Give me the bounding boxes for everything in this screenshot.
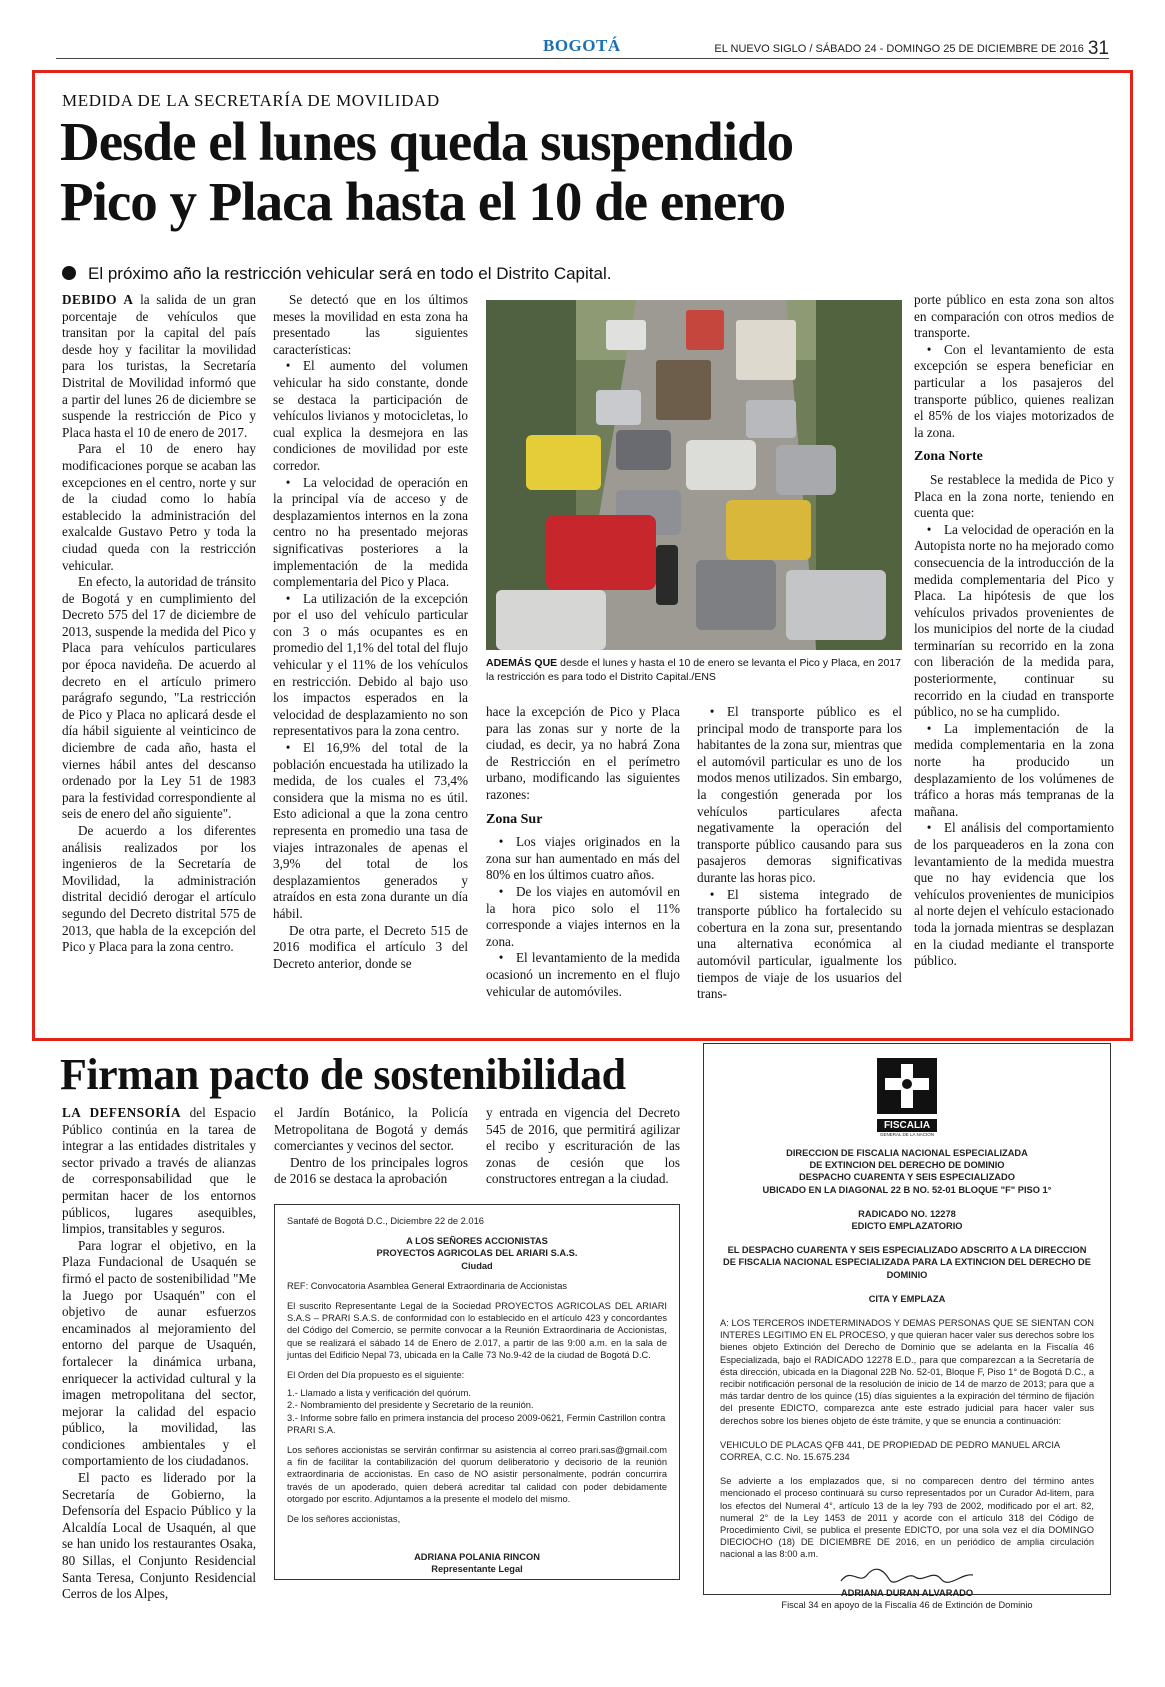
notice-agenda-intro: El Orden del Día propuesto es el siguiente: — [287, 1370, 465, 1381]
article-column-3 — [486, 704, 680, 1000]
paragraph — [62, 292, 256, 441]
section-name: BOGOTÁ — [543, 36, 621, 55]
notice-agenda-item: 3.- Informe sobre fallo en primera instancia del proceso 2009-0621, Fermin Castrillon contra PRARI S.A. — [287, 1412, 666, 1435]
paper-date-line — [714, 38, 1109, 60]
headline-line-2: Pico y Placa hasta el 10 de enero — [60, 171, 786, 232]
paragraph-text: la salida de un gran porcentaje de vehículos que transitan por la capital del país desde hoy y facilitar la movilidad para los turistas, la Secretaría Distrital de Movilidad informó que a partir del lunes 26 de diciembre se suspende la restricción de Pico y Placa hasta el 10 de enero de 2017. — [62, 292, 256, 440]
bullet-item: • Con el levantamiento de esta excepción se espera beneficiar en particular a los pasajeros del transporte público, quienes realizan el 85% de los viajes motorizados de la zona. — [914, 342, 1114, 442]
bullet-item: • El aumento del volumen vehicular ha sido constante, donde se destaca la participación de vehículos livianos y motocicletas, lo cual explica la desmejora en las condiciones de movilidad por este corredor. — [273, 358, 468, 474]
notice-ariari — [274, 1204, 680, 1580]
notice-body-1: El suscrito Representante Legal de la Sociedad PROYECTOS AGRICOLAS DEL ARIARI S.A.S – PRARI S.A.S. de conformidad con lo establecido en el artículo 423 y concordantes del Código del Comercio, se permite convocar a la Reunión Extraordinaria de Accionistas, que se realizará el sábado 14 de Enero de 2.017, a partir de las 9:00 a.m. en la sala de juntas del Edificio Nepal 73, ubicada en la Calle 73 No.9-42 de la ciudad de Bogotá D.C. — [287, 1301, 667, 1360]
paragraph: El pacto es liderado por la Secretaría de Gobierno, la Defensoría del Espacio Público y la Alcaldía Local de Usaquén, al que se han unido los restaurantes Osaka, 80 Sillas, el Conjunto Residencial Santa Teresa, Conjunto Residencial Cerros de los Alpes, — [62, 1470, 256, 1602]
traffic-photo-illustration — [486, 300, 902, 650]
notice-body-1: A: LOS TERCEROS INDETERMINADOS Y DEMAS PERSONAS QUE SE SIENTAN CON INTERES LEGITIMO EN EL PROCESO, y que quieran hacer valer sus derechos sobre los bienes objeto Extinción del Derecho de Dominio que se adelanta en la Fiscalía 46 Especializada, bajo el RADICADO 12278 E.D., para que comparezcan a la Secretaría de ésta dirección, ubicada en la Diagonal 22B No. 52-01, Bloque F, Piso 1° de Bogotá D.C., a recibir notificación personal de la resolución de inicio de 14 de marzo de 2013; para que a más tardar dentro de los quince (15) días siguientes a la expiración del término de fijación del presente EDICTO, comparezca ante este estrado judicial para hacer valer sus derechos sobre los bienes objeto de éste trámite, y que se enuncia a continuación: — [720, 1318, 1094, 1426]
notice-fiscalia — [703, 1043, 1111, 1610]
bullet-item: • El transporte público es el principal modo de transporte para los habitantes de la zona sur, mientras que el automóvil particular es uno de los modos menos utilizados. Sin embargo, la congestión generada por los vehículos particulares afecta negativamente la operación del transporte público causando para sus pasajeros demoras significativas durante las horas pico. — [697, 704, 902, 887]
fiscalia-logo-subtext: GENERAL DE LA NACION — [879, 1132, 935, 1137]
bullet-item: • La velocidad de operación en la Autopista norte no ha mejorado como consecuencia de la introducción de la medida complementaria del Pico y Placa. La hipótesis de que los vehículos privados provenientes de los municipios del norte de la ciudad terminarían su recorrido en la zona con liberación de la medida para, posteriormente, continuar su recorrido en la ciudad en transporte público, no se ha cumplido. — [914, 522, 1114, 721]
notice-despacho: EL DESPACHO CUARENTA Y SEIS ESPECIALIZADO ADSCRITO A LA DIRECCION DE FISCALIA NACIONAL ESPECIALIZADA PARA LA EXTINCION DEL DERECHO DE DOMINIO — [723, 1245, 1091, 1280]
traffic-photo — [486, 300, 902, 650]
lead-in: LA DEFENSORÍA — [62, 1105, 182, 1120]
paragraph: y entrada en vigencia del Decreto 545 de 2016, que permitirá agilizar el recibo y escrituración de las zonas de cesión que los constructores entregan a la ciudad. — [486, 1105, 680, 1187]
article-column-2 — [273, 292, 468, 972]
notice-ref: REF: Convocatoria Asamblea General Extraordinaria de Accionistas — [287, 1280, 568, 1291]
notice-company: PROYECTOS AGRICOLAS DEL ARIARI S.A.S. — [376, 1248, 578, 1259]
notice-city: Ciudad — [461, 1260, 493, 1271]
notice-body-2: Se advierte a los emplazados que, si no comparecen dentro del término antes mencionado el proceso continuará su curso representados por un Curador Ad-litem, para los efectos del Numeral 4°, artículo 13 de la ley 793 de 2002, modificado por el art. 82, numeral 2° de la Ley 1453 de 2011 y acorde con el artículo 318 del Código de Procedimiento Civil, se publica el presente EDICTO, por una sola vez el día DOMINGO DIECIOCHO (18) DE DICIEMBRE DE 2016, en un periódico de amplia circulación nacional a las 8:00 a.m. — [720, 1476, 1094, 1560]
notice-date: Santafé de Bogotá D.C., Diciembre 22 de 2.016 — [287, 1216, 484, 1226]
paragraph: Se restablece la medida de Pico y Placa en la zona norte, teniendo en cuenta que: — [914, 471, 1114, 521]
paragraph: Para el 10 de enero hay modificaciones porque se acaban las excepciones en el centro, norte y sur de la ciudad como lo había establecido la administración del exalcalde Gustavo Petro y toda la ciudad queda con la restricción vehicular. — [62, 441, 256, 573]
paragraph: Se detectó que en los últimos meses la movilidad en esta zona ha presentado las siguientes características: — [273, 292, 468, 357]
bullet-item: • La utilización de la excepción por el uso del vehículo particular con 3 o más ocupantes es en promedio del 1,1% del total del flujo vehicular y el 11% de los vehículos en restricción. Debido al bajo uso los impactos esperados en la velocidad de desplazamiento no son representativos para la zona centro. — [273, 591, 468, 740]
notice-title: DIRECCION DE FISCALIA NACIONAL ESPECIALIZADA — [786, 1148, 1028, 1158]
article-column-4 — [697, 704, 902, 1003]
bullet-dot-icon — [62, 266, 76, 280]
notice-signer: ADRIANA DURAN ALVARADO — [840, 1587, 974, 1598]
paragraph: De otra parte, el Decreto 515 de 2016 modifica el artículo 3 del Decreto anterior, donde se — [273, 922, 468, 971]
bullet-item: • El sistema integrado de transporte público ha fortalecido su cobertura en la zona sur, presentando una alternativa económica al automóvil particular, igualmente los tiempos de viaje de los usuarios del trans- — [697, 887, 902, 1003]
headline-line-1: Desde el lunes queda suspendido — [60, 111, 794, 172]
lead-in: DEBIDO A — [62, 292, 134, 307]
article2-headline: Firman pacto de sostenibilidad — [60, 1050, 626, 1099]
notice-signer-role: Representante Legal — [431, 1564, 523, 1575]
article-headline — [60, 112, 793, 232]
bullet-item: • El levantamiento de la medida ocasionó un incremento en el flujo vehicular de automóviles. — [486, 950, 680, 1000]
paragraph: porte público en esta zona son altos en comparación con otros medios de transporte. — [914, 292, 1114, 341]
paragraph — [62, 1105, 256, 1238]
bullet-item: • De los viajes en automóvil en la hora pico solo el 11% corresponde a viajes internos en la zona. — [486, 884, 680, 950]
notice-vehicle: VEHICULO DE PLACAS QFB 441, DE PROPIEDAD DE PEDRO MANUEL ARCIA CORREA, C.C. No. 15.675.234 — [720, 1439, 1060, 1463]
article-subhead — [62, 264, 611, 284]
header-rule — [56, 58, 1109, 59]
fiscalia-logo-text: FISCALIA — [877, 1119, 937, 1132]
page-number: 31 — [1087, 38, 1109, 59]
paper-date: EL NUEVO SIGLO / SÁBADO 24 - DOMINGO 25 DE DICIEMBRE DE 2016 — [714, 43, 1084, 55]
subhead-text: El próximo año la restricción vehicular será en todo el Distrito Capital. — [88, 264, 612, 283]
notice-signer-role: Fiscal 34 en apoyo de la Fiscalía 46 de Extinción de Dominio — [781, 1599, 1033, 1610]
notice-radicado: RADICADO NO. 12278 — [858, 1208, 956, 1219]
subheading-zona-norte: Zona Norte — [914, 449, 983, 465]
notice-agenda-item: 1.- Llamado a lista y verificación del quórum. — [287, 1388, 471, 1399]
fiscalia-emblem-icon — [877, 1058, 937, 1114]
paragraph: el Jardín Botánico, la Policía Metropolitana de Bogotá y demás comerciantes y vecinos del sector. — [274, 1105, 468, 1154]
notice-title: UBICADO EN LA DIAGONAL 22 B NO. 52-01 BLOQUE "F" PISO 1° — [762, 1184, 1052, 1195]
paragraph: Para lograr el objetivo, en la Plaza Fundacional de Usaquén se firmó el pacto de sostenibilidad "Me la Juego por Usaquén" con el objetivo de aunar esfuerzos encaminados al mejoramiento del entorno del parque de Usaquén, fortalecer la dinámica urbana, enriquecer la actividad cultural y la imagen metropolitana del sector, mejorar la calidad del espacio público, la movilidad, las condiciones ambientales y el comportamiento de los ciudadanos. — [62, 1237, 256, 1469]
paragraph: Dentro de los principales logros de 2016 se destaca la aprobación — [274, 1154, 468, 1187]
paragraph: En efecto, la autoridad de tránsito de Bogotá y en cumplimiento del Decreto 575 del 17 de diciembre de 2013, suspende la medida del Pico y Placa para vehículos particulares por época navideña. De acuerdo al decreto en el artículo primero parágrafo segundo, "La restricción de Pico y Placa no aplicará desde el día hábil siguiente al veinticinco de diciembre de cada año, hasta el viernes hábil antes del descanso ordenado por la Ley 51 de 1983 para la festividad correspondiente al seis de enero del año siguiente". — [62, 574, 256, 822]
bullet-item: • El análisis del comportamiento de los parqueaderos en la zona con levantamiento de la medida muestra que no hay evidencia que los vehículos provenientes de municipios al norte dejen el vehículo estacionado toda la jornada mientras se desplazan en la ciudad mediante el transporte público. — [914, 820, 1114, 969]
notice-title: DE EXTINCION DEL DERECHO DE DOMINIO — [809, 1160, 1005, 1171]
article2-column-1 — [62, 1105, 256, 1603]
article-column-5 — [914, 292, 1114, 970]
article-kicker: MEDIDA DE LA SECRETARÍA DE MOVILIDAD — [62, 91, 440, 110]
caption-lead: ADEMÁS QUE — [486, 657, 558, 669]
caption-text: desde el lunes y hasta el 10 de enero se levanta el Pico y Placa, en 2017 la restricción es para todo el Distrito Capital./ENS — [486, 657, 902, 683]
bullet-item: • El 16,9% del total de la población encuestada ha utilizado la medida, de los cuales el 73,4% considera que la misma no es útil. Esto adicional a que la zona centro representa en promedio una tasa de viajes intrazonales de apenas el 3,9% del total de los desplazamientos generados y atraídos en esta zona durante un día hábil. — [273, 740, 468, 923]
notice-body-2: Los señores accionistas se servirán confirmar su asistencia al correo prari.sas@gmail.com a fin de facilitar la contabilización del quorum deliberatorio y decisorio de la reunión extraordinaria de accionistas. En caso de NO asistir personalmente, podrán concurrira través de un apoderado, quien deberá acreditar tal calidad con poder debidamente otorgado por escrito. Adjuntamos a la presente el modelo del mismo. — [287, 1445, 667, 1504]
article2-column-3 — [486, 1105, 680, 1188]
article2-column-2 — [274, 1105, 468, 1188]
signature-icon — [837, 1565, 977, 1587]
page-header — [56, 36, 1109, 60]
bullet-item: • La velocidad de operación en la principal vía de acceso y de desplazamientos internos en la zona centro no ha presentado mejoras significativas posteriores a la implementación de la medida complementaria del Pico y Placa. — [273, 475, 468, 591]
paragraph: De acuerdo a los diferentes análisis realizados por los ingenieros de la Secretaría de Movilidad, la administración distrital decidió derogar el artículo segundo del Decreto distrital 575 de 2013, que habla de la excepción del Pico y Placa para la zona centro. — [62, 823, 256, 955]
notice-edicto: EDICTO EMPLAZATORIO — [851, 1221, 963, 1232]
notice-cita: CITA Y EMPLAZA — [868, 1293, 946, 1304]
signature-scribble — [720, 1565, 1094, 1587]
subheading-zona-sur: Zona Sur — [486, 811, 543, 827]
photo-caption — [486, 656, 902, 684]
article-column-1 — [62, 292, 256, 956]
notice-closing: De los señores accionistas, — [287, 1514, 401, 1525]
fiscalia-logo — [877, 1058, 937, 1137]
notice-agenda-item: 2.- Nombramiento del presidente y Secretario de la reunión. — [287, 1400, 534, 1411]
paragraph-text: del Espacio Público continúa en la tarea de integrar a las entidades distritales y sector privado a través de alianzas de corresponsabilidad que le permitan hacer de los entornos públicos, lugares asequibles, limpios, transitables y seguros. — [62, 1105, 257, 1237]
notice-recipient: A LOS SEÑORES ACCIONISTAS — [406, 1236, 548, 1247]
notice-signer: ADRIANA POLANIA RINCON — [414, 1552, 540, 1563]
notice-title: DESPACHO CUARENTA Y SEIS ESPECIALIZADO — [799, 1172, 1015, 1183]
bullet-item: • La implementación de la medida complementaria en la zona norte ha producido un desplazamiento de los volúmenes de tráfico a horas más tempranas de la mañana. — [914, 721, 1114, 821]
bullet-item: • Los viajes originados en la zona sur han aumentado en más del 80% en los últimos cuatro años. — [486, 834, 680, 884]
paragraph: hace la excepción de Pico y Placa para las zonas sur y norte de la ciudad, es decir, ya no habrá Zona de Restricción en el perímetro urbano, modificando las siguientes razones: — [486, 704, 680, 802]
